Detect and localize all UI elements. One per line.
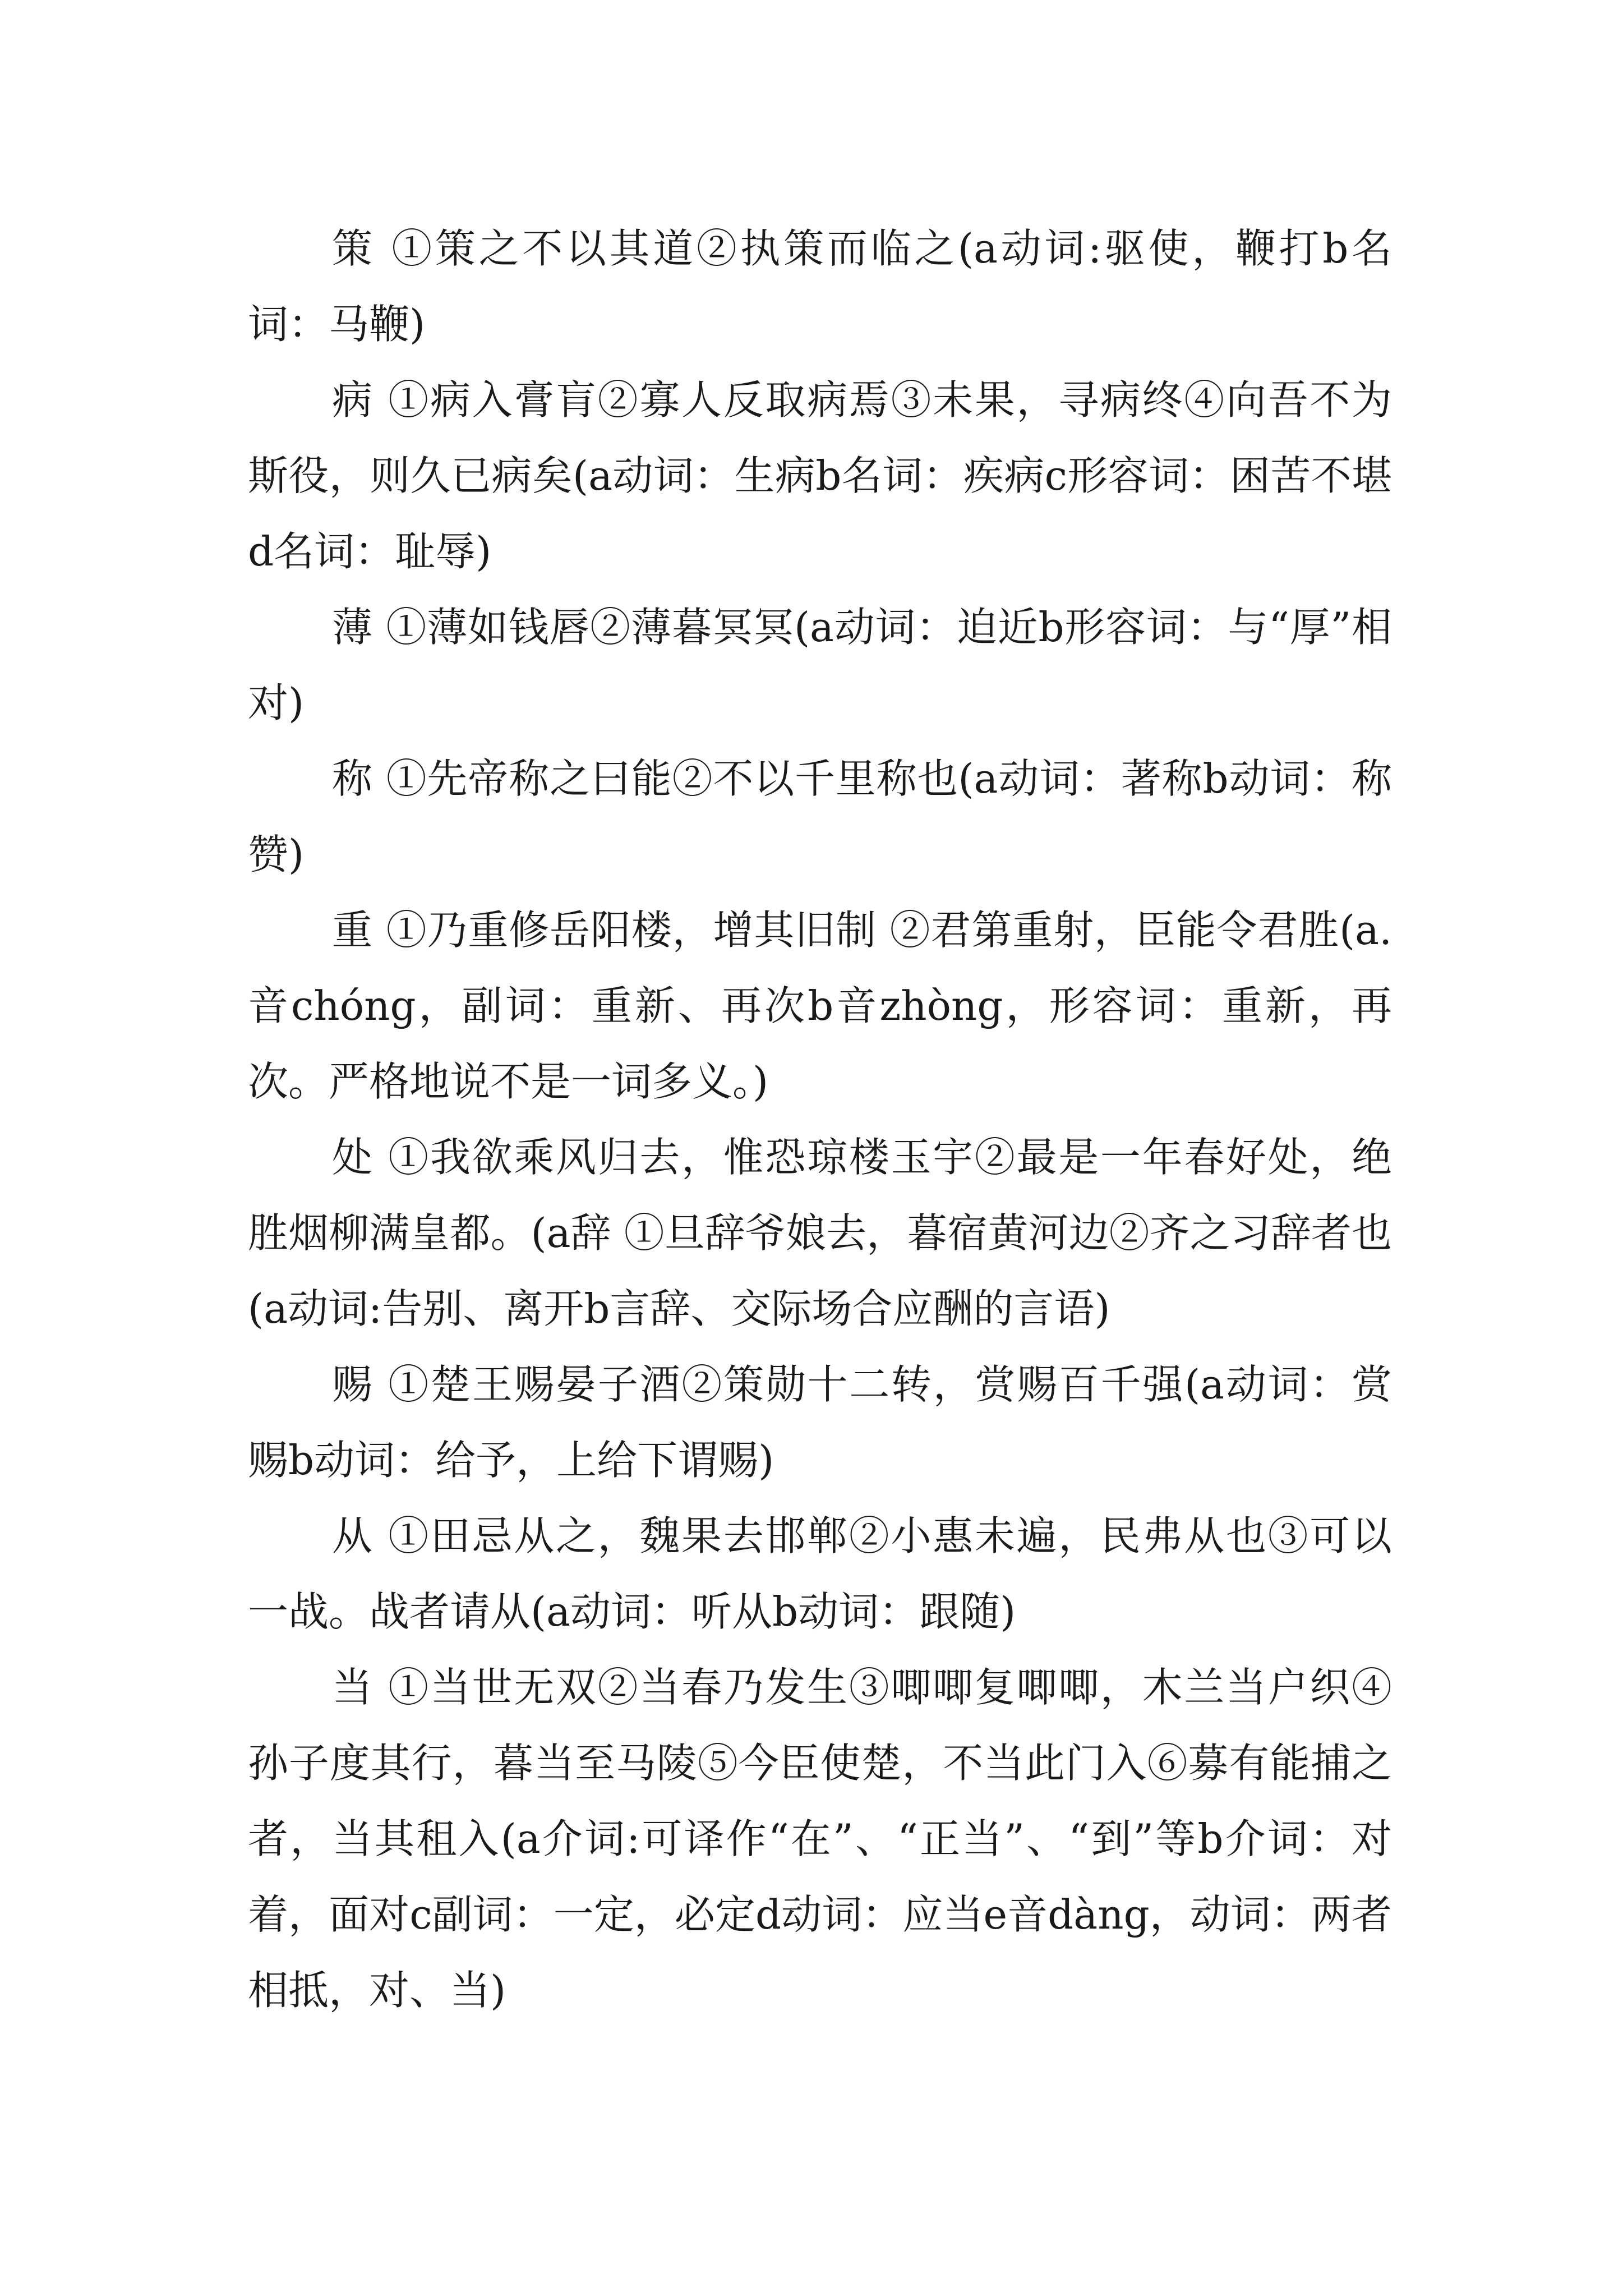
document-page <box>248 211 1392 2028</box>
entry-bo: 薄 ①薄如钱唇②薄暮冥冥(a动词：迫近b形容词：与“厚”相对) <box>248 604 1392 726</box>
entry-dang: 当 ①当世无双②当春乃发生③唧唧复唧唧，木兰当户织④孙子度其行，暮当至马陵⑤今臣使楚，不当此门入⑥募有能捕之者，当其租入(a介词:可译作“在”、“正当”、“到”等b介词：对着，面对c副词：一定，必定d动词：应当e音dàng，动词：两者相抵，对、当) <box>248 1664 1392 2014</box>
entry-ce: 策 ①策之不以其道②执策而临之(a动词:驱使，鞭打b名词：马鞭) <box>248 225 1392 348</box>
entry-ci: 赐 ①楚王赐晏子酒②策勋十二转，赏赐百千强(a动词：赏赐b动词：给予，上给下谓赐) <box>248 1361 1392 1484</box>
entry-zhong: 重 ①乃重修岳阳楼，增其旧制 ②君第重射，臣能令君胜(a.音chóng，副词：重新、再次b音zhòng，形容词：重新，再次。严格地说不是一词多义。) <box>248 907 1392 1105</box>
entry-cong: 从 ①田忌从之，魏果去邯郸②小惠未遍，民弗从也③可以一战。战者请从(a动词：听从b动词：跟随) <box>248 1512 1392 1635</box>
entry-bing: 病 ①病入膏肓②寡人反取病焉③未果，寻病终④向吾不为斯役，则久已病矣(a动词：生病b名词：疾病c形容词：困苦不堪d名词：耻辱) <box>248 376 1392 575</box>
entry-cheng: 称 ①先帝称之曰能②不以千里称也(a动词：著称b动词：称赞) <box>248 755 1392 878</box>
entry-chu: 处 ①我欲乘风归去，惟恐琼楼玉宇②最是一年春好处，绝胜烟柳满皇都。(a辞 ①旦辞爷娘去，暮宿黄河边②齐之习辞者也(a动词:告别、离开b言辞、交际场合应酬的言语) <box>248 1134 1392 1332</box>
